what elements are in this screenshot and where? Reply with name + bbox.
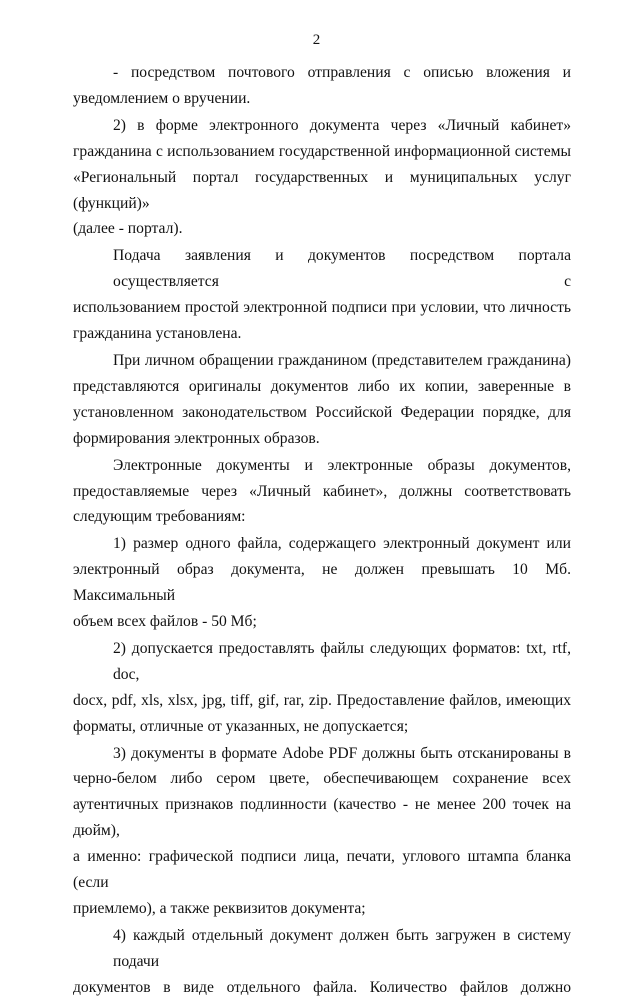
text-line: предоставляемые через «Личный кабинет», должны соответствовать [73, 482, 571, 500]
list-item-file-size [73, 531, 571, 635]
text-line: электронный образ документа, не должен превышать 10 Мб. Максимальный [73, 561, 571, 605]
text-line: 3) документы в формате Adobe PDF должны быть отсканированы в [113, 744, 571, 762]
text-line: При личном обращении гражданином (представителем гражданина) [113, 351, 571, 369]
text-line: 4) каждый отдельный документ должен быть загружен в систему подачи [113, 926, 571, 970]
paragraph-postal-delivery [73, 60, 571, 112]
text-line: Подача заявления и документов посредством портала осуществляется с [113, 247, 571, 291]
text-line: уведомлением о вручении. [73, 89, 251, 107]
text-line: представляются оригиналы документов либо их копии, заверенные в [73, 377, 571, 395]
text-line: объем всех файлов - 50 Мб; [73, 613, 257, 631]
text-line: использованием простой электронной подписи при условии, что личность [73, 299, 571, 317]
text-line: гражданина с использованием государственной информационной системы [73, 142, 571, 160]
paragraph-portal-submission [73, 243, 571, 347]
text-line: форматы, отличные от указанных, не допускается; [73, 717, 409, 735]
list-item-pdf-scanning [73, 741, 571, 922]
text-line: - посредством почтового отправления с описью вложения и [113, 64, 571, 81]
text-line: «Региональный портал государственных и муниципальных услуг (функций)» [73, 168, 571, 212]
text-line: формирования электронных образов. [73, 429, 320, 447]
list-item-separate-files [73, 923, 571, 1001]
text-line: черно-белом либо сером цвете, обеспечивающем сохранение всех [73, 770, 571, 788]
text-line: Электронные документы и электронные образы документов, [113, 456, 571, 474]
text-line: 2) допускается предоставлять файлы следующих форматов: txt, rtf, doc, [113, 639, 571, 683]
paragraph-personal-appeal [73, 348, 571, 452]
text-line: а именно: графической подписи лица, печати, углового штампа бланка (если [73, 848, 571, 892]
text-line: (далее - портал). [73, 220, 183, 238]
text-line: docx, pdf, xls, xlsx, jpg, tiff, gif, rar, zip. Предоставление файлов, имеющих [73, 691, 571, 709]
text-line: 2) в форме электронного документа через «Личный кабинет» [113, 116, 571, 134]
paragraph-electronic-document [73, 113, 571, 243]
paragraph-requirements-intro [73, 453, 571, 531]
text-line: гражданина установлена. [73, 325, 242, 343]
document-body [73, 60, 571, 1002]
text-line: 1) размер одного файла, содержащего электронный документ или [113, 535, 571, 553]
text-line: документов в виде отдельного файла. Количество файлов должно [73, 978, 571, 996]
text-line: следующим требованиям: [73, 508, 246, 526]
page-number: 2 [312, 32, 321, 48]
text-line: аутентичных признаков подлинности (качество - не менее 200 точек на дюйм), [73, 796, 571, 840]
text-line: приемлемо), а также реквизитов документа; [73, 900, 366, 917]
text-line: установленном законодательством Российской Федерации порядке, для [73, 403, 571, 421]
list-item-file-formats [73, 636, 571, 740]
